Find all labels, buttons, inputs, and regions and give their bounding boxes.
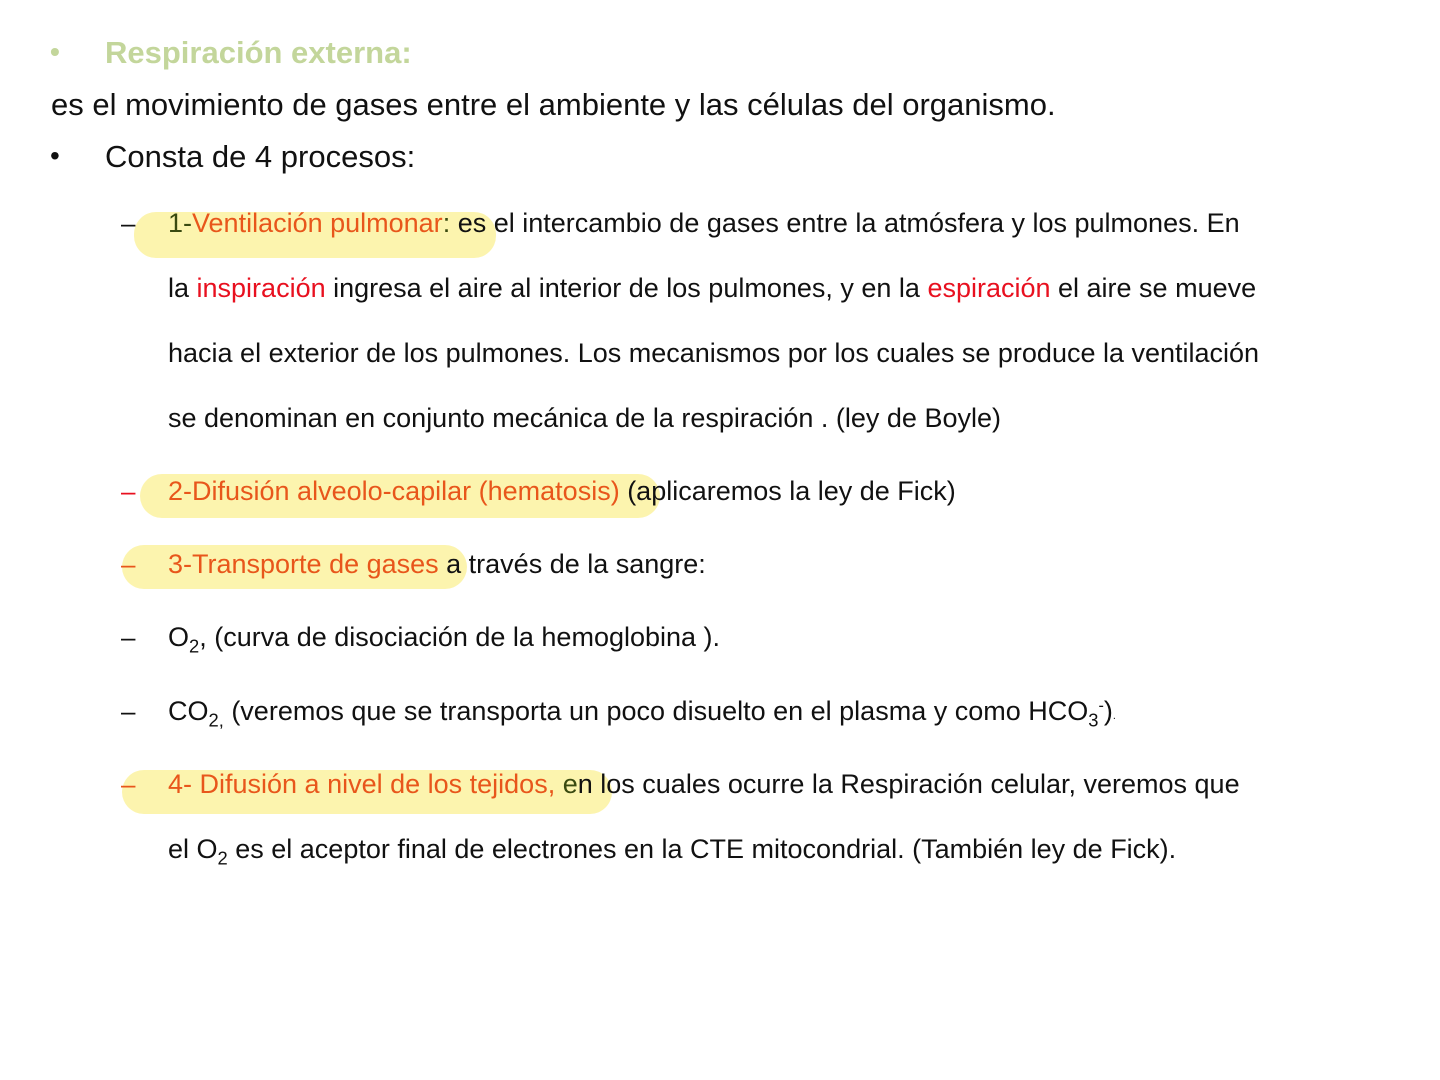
o2-formula: O [168, 622, 190, 652]
co2-subscript: 2, [208, 709, 224, 731]
definition-text: es el movimiento de gases entre el ambiente y las células del organismo. [51, 87, 1056, 122]
hco3-subscript: 3 [1088, 709, 1099, 731]
process-4-line-2 [168, 834, 1177, 869]
process-3-line [168, 549, 706, 580]
co2-close-paren: ) [1103, 696, 1113, 726]
o2-subscript: 2 [217, 847, 228, 869]
process-1-text: es el intercambio de gases entre la atmósfera y los pulmones. En [450, 208, 1240, 238]
o2-text: , (curva de disociación de la hemoglobina ). [199, 622, 721, 652]
process-4-title: 4- Difusión a nivel de los tejidos, [168, 769, 563, 799]
process-1-title: Ventilación pulmonar [192, 208, 443, 238]
co2-dash: – [121, 696, 136, 726]
term-inspiracion: inspiración [196, 273, 326, 303]
process-2-dash: – [121, 476, 136, 506]
process-4-text: n los cuales ocurre la Respiración celular, veremos que [577, 769, 1240, 799]
process-1-dash: – [121, 208, 136, 238]
text-fragment: la [168, 273, 197, 303]
term-espiracion: espiración [927, 273, 1051, 303]
co2-text: (veremos que se transporta un poco disuelto en el plasma y como HCO [223, 696, 1089, 726]
o2-subscript: 2 [189, 635, 200, 657]
process-3-dash: – [121, 549, 136, 579]
co2-line [168, 696, 1116, 731]
hco3-superscript: - [1098, 697, 1104, 716]
process-1-colon: : [442, 208, 451, 238]
subheading-bullet: • [50, 140, 60, 171]
text-fragment: el O [168, 834, 218, 864]
co2-dot: . [1112, 709, 1116, 722]
process-4-dash: – [121, 769, 136, 799]
process-3-title: 3-Transporte de gases [168, 549, 439, 579]
text-fragment: es el aceptor final de electrones en la CTE mitocondrial. (También ley de Fick). [227, 834, 1177, 864]
process-4-line-1 [168, 769, 1240, 800]
o2-dash: – [121, 622, 136, 652]
process-1-line-3: hacia el exterior de los pulmones. Los mecanismos por los cuales se produce la ventilación [168, 338, 1260, 368]
process-2-line [168, 476, 956, 507]
process-1-number: 1- [168, 208, 193, 238]
text-fragment: ingresa el aire al interior de los pulmones, y en la [325, 273, 928, 303]
text-fragment: el aire se mueve [1050, 273, 1257, 303]
heading-bullet: • [50, 36, 60, 67]
process-2-title: 2-Difusión alveolo-capilar (hematosis) [168, 476, 620, 506]
heading-title: Respiración externa: [105, 35, 412, 70]
process-2-text: (aplicaremos la ley de Fick) [619, 476, 956, 506]
subheading-text: Consta de 4 procesos: [105, 139, 416, 174]
co2-formula: CO [168, 696, 209, 726]
process-4-first-letter: e [562, 769, 578, 799]
process-1-line-4: se denominan en conjunto mecánica de la respiración . (ley de Boyle) [168, 403, 1001, 433]
process-1-line-1 [168, 208, 1240, 239]
o2-line [168, 622, 721, 657]
process-3-text: a través de la sangre: [438, 549, 706, 579]
process-1-line-2 [168, 273, 1256, 304]
